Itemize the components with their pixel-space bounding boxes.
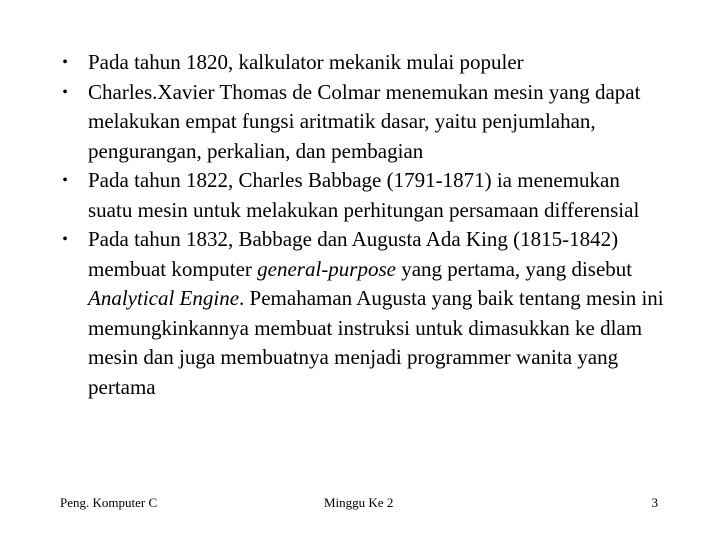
page-number: 3 [651,495,658,510]
bullet-item [58,166,668,225]
bullet-item [58,48,668,78]
bullet-dot-icon: • [62,172,68,189]
bullet-text-italic: general-purpose [257,256,396,281]
footer-course: Peng. Komputer C [60,495,158,510]
bullet-item [58,225,668,402]
bullet-text-italic: Analytical Engine [88,286,240,310]
bullet-text: Pada tahun 1822, Charles Babbage (1791-1871) ia menemukan suatu mesin untuk melakukan perhitungan persamaan differensial [88,168,640,222]
bullet-item [58,78,668,167]
footer-week: Minggu Ke 2 [324,495,394,510]
bullet-text: Pada tahun 1820, kalkulator mekanik mulai populer [88,50,524,74]
bullet-dot-icon: • [62,231,68,248]
bullet-text: yang pertama, yang disebut [395,256,633,281]
bullet-text: . Pemahaman Augusta yang baik tentang mesin ini memungkinkannya membuat instruksi untuk dimasukkan ke dlam mesin dan juga membuatnya menjadi programmer wanita yang pertama [88,286,664,399]
bullet-dot-icon: • [62,83,68,101]
bullet-text: Charles.Xavier Thomas de Colmar menemukan mesin yang dapat melakukan empat fungsi aritmatik dasar, yaitu penjumlahan, pengurangan, perkalian, dan pembagian [88,79,641,163]
bullet-dot-icon: • [62,54,68,71]
bullet-list [58,48,668,402]
bullet-text: Pada tahun 1832, Babbage dan Augusta Ada King (1815-1842) membuat komputer [88,227,619,281]
